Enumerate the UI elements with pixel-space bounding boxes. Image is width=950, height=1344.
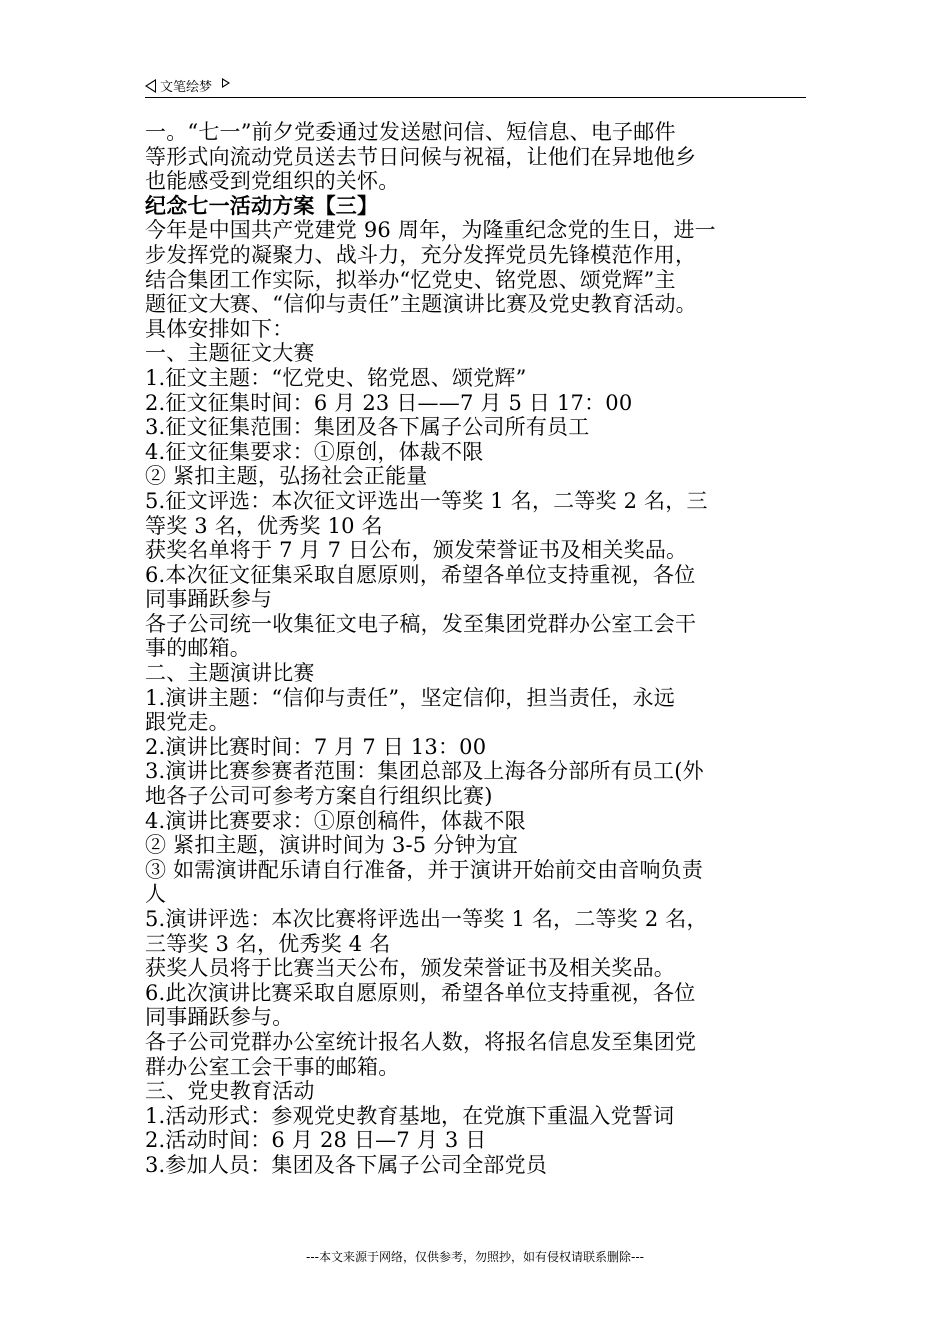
text-line: 题征文大赛、“信仰与责任”主题演讲比赛及党史教育活动。	[145, 292, 697, 317]
text-line: ② 紧扣主题，弘扬社会正能量	[145, 464, 428, 489]
text-line: 同事踊跃参与	[145, 587, 273, 612]
text-line: ③ 如需演讲配乐请自行准备，并于演讲开始前交由音响负责	[145, 857, 704, 882]
triangle-left-icon	[145, 79, 156, 93]
text-line: 5.征文评选：本次征文评选出一等奖 1 名，二等奖 2 名，三	[145, 488, 708, 513]
text-line: 6.此次演讲比赛采取自愿原则，希望各单位支持重视，各位	[145, 980, 696, 1005]
text-line: 2.征文征集时间：6 月 23 日——7 月 5 日 17：00	[145, 390, 633, 415]
text-line: 等奖 3 名，优秀奖 10 名	[145, 513, 383, 538]
text-line: 3.演讲比赛参赛者范围：集团总部及上海各分部所有员工(外	[145, 759, 704, 784]
text-line: 各子公司统一收集征文电子稿，发至集团党群办公室工会干	[145, 611, 697, 636]
text-line: 一、主题征文大赛	[145, 341, 315, 366]
section-heading: 纪念七一活动方案【三】	[145, 192, 379, 218]
text-line: 6.本次征文征集采取自愿原则，希望各单位支持重视，各位	[145, 562, 696, 587]
text-line: 3.参加人员：集团及各下属子公司全部党员	[145, 1152, 548, 1177]
text-line: 2.活动时间：6 月 28 日—7 月 3 日	[145, 1128, 487, 1153]
text-line: ② 紧扣主题，演讲时间为 3-5 分钟为宜	[145, 833, 519, 858]
text-line: 获奖名单将于 7 月 7 日公布，颁发荣誉证书及相关奖品。	[145, 538, 688, 563]
text-line: 具体安排如下：	[145, 316, 294, 341]
page-footer: ---本文来源于网络，仅供参考，勿照抄，如有侵权请联系删除---	[306, 1250, 644, 1264]
triangle-right-icon	[222, 78, 230, 88]
document-header	[145, 74, 806, 98]
text-line: 步发挥党的凝聚力、战斗力，充分发挥党员先锋模范作用，	[145, 242, 697, 267]
text-line: 2.演讲比赛时间：7 月 7 日 13：00	[145, 734, 487, 759]
text-line: 一。“七一”前夕党委通过发送慰问信、短信息、电子邮件	[145, 120, 676, 144]
text-line: 三、党史教育活动	[145, 1079, 315, 1104]
text-line: 4.征文征集要求：①原创，体裁不限	[145, 439, 484, 464]
text-line: 1.演讲主题：“信仰与责任”，坚定信仰，担当责任，永远	[145, 685, 675, 710]
text-line: 今年是中国共产党建党 96 周年，为隆重纪念党的生日，进一	[145, 218, 716, 243]
document-body	[145, 120, 810, 1178]
text-line: 各子公司党群办公室统计报名人数，将报名信息发至集团党	[145, 1029, 697, 1054]
text-line: 1.活动形式：参观党史教育基地，在党旗下重温入党誓词	[145, 1103, 675, 1128]
header-divider	[145, 97, 806, 98]
text-line: 也能感受到党组织的关怀。	[145, 169, 400, 194]
header-brand	[145, 76, 230, 95]
text-line: 群办公室工会干事的邮箱。	[145, 1054, 400, 1079]
header-brand-text: 文笔绘梦	[160, 80, 213, 95]
text-line: 5.演讲评选：本次比赛将评选出一等奖 1 名，二等奖 2 名，	[145, 907, 708, 931]
text-line: 地各子公司可参考方案自行组织比赛)	[145, 784, 493, 809]
text-line: 4.演讲比赛要求：①原创稿件，体裁不限	[145, 808, 526, 833]
text-line: 人	[145, 882, 167, 907]
text-line: 1.征文主题：“忆党史、铭党恩、颂党辉”	[145, 365, 527, 390]
text-line: 同事踊跃参与。	[145, 1005, 294, 1030]
text-line: 跟党走。	[145, 710, 230, 735]
text-line: 等形式向流动党员送去节日问候与祝福，让他们在异地他乡	[145, 144, 697, 169]
text-line: 获奖人员将于比赛当天公布，颁发荣誉证书及相关奖品。	[145, 956, 675, 981]
text-line: 事的邮箱。	[145, 636, 251, 661]
text-line: 3.征文征集范围：集团及各下属子公司所有员工	[145, 415, 590, 440]
text-line: 结合集团工作实际，拟举办“忆党史、铭党恩、颂党辉”主	[145, 267, 676, 292]
text-line: 三等奖 3 名，优秀奖 4 名	[145, 931, 391, 956]
text-line: 二、主题演讲比赛	[145, 661, 315, 686]
